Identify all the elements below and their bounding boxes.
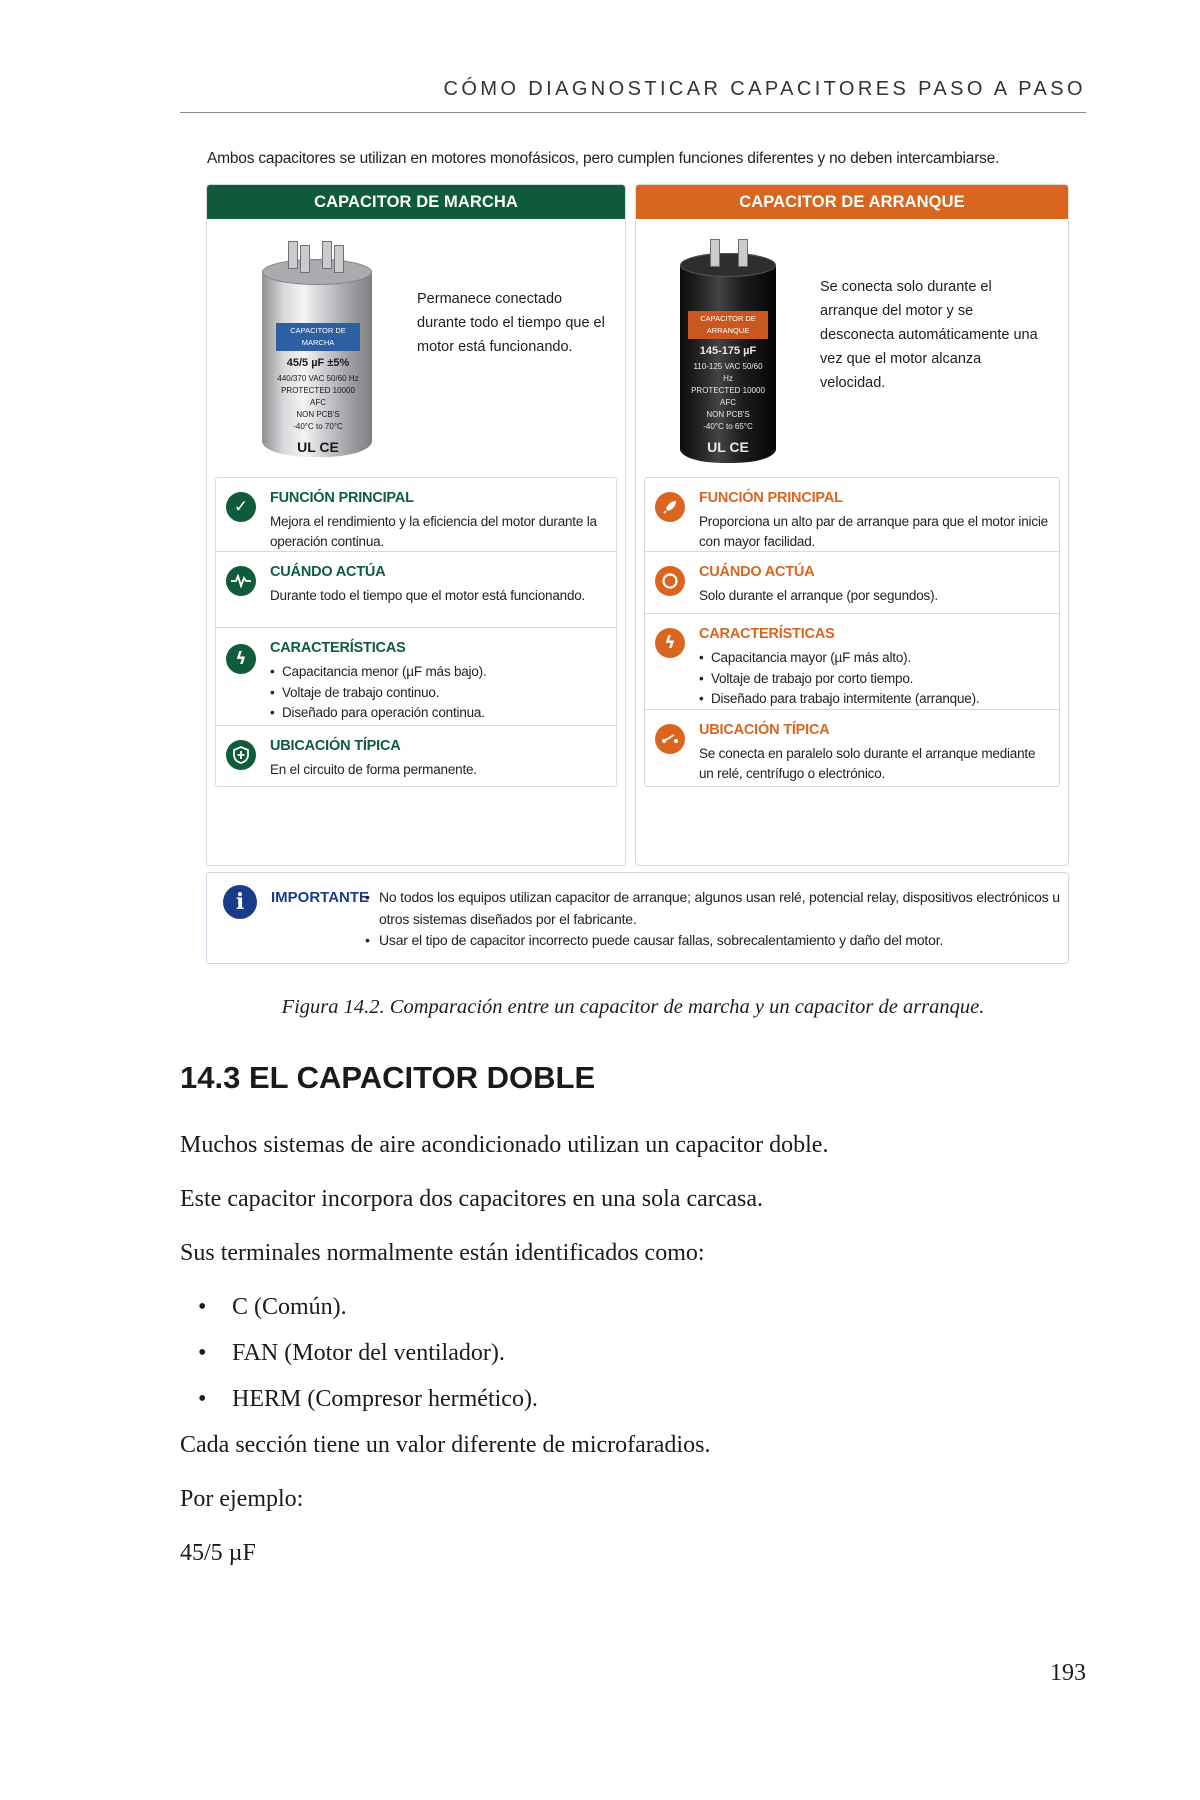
start-photo-text: Se conecta solo durante el arranque del motor y se desconecta automáticamente una vez que el motor alcanza velocidad. (820, 279, 1038, 391)
switch-icon (655, 724, 685, 754)
start-features-list (699, 648, 1051, 710)
running-header: CÓMO DIAGNOSTICAR CAPACITORES PASO A PASO (443, 78, 1086, 100)
list-item: • Diseñado para trabajo intermitente (arranque). (699, 689, 1051, 710)
important-list (365, 887, 1060, 952)
rocket-icon (655, 492, 685, 522)
paragraph: Cada sección tiene un valor diferente de microfaradios. (180, 1432, 711, 1458)
start-capacitor-photo (636, 219, 1068, 469)
terminal (334, 245, 344, 273)
list-item: • No todos los equipos utilizan capacitor de arranque; algunos usan relé, potencial relay, dispositivos electrónicos u otros sistemas diseñados por el fabricante. (365, 887, 1060, 930)
bolt-icon: ϟ (226, 644, 256, 674)
terminal (288, 241, 298, 269)
run-row-function: ✓ FUNCIÓN PRINCIPAL Mejora el rendimiento y la eficiencia del motor durante la operación continua. (216, 478, 616, 552)
important-note (206, 872, 1069, 964)
info-icon: i (223, 885, 257, 919)
shield-icon (226, 740, 256, 770)
figure-intro: Ambos capacitores se utilizan en motores monofásicos, pero cumplen funciones diferentes y no deben intercambiarse. (207, 150, 1000, 167)
run-capacitor-image (262, 259, 372, 457)
start-panel-title: CAPACITOR DE ARRANQUE (636, 185, 1068, 219)
list-item: • Voltaje de trabajo por corto tiempo. (699, 669, 1051, 690)
start-info-rows (644, 477, 1060, 787)
paragraph: Este capacitor incorpora dos capacitores en una sola carcasa. (180, 1186, 764, 1212)
list-item: • HERM (Compresor hermético). (198, 1386, 538, 1412)
header-rule (180, 112, 1086, 113)
list-item: • Capacitancia mayor (µF más alto). (699, 648, 1051, 669)
list-item: • Diseñado para operación continua. (270, 703, 608, 724)
start-row-features: ϟ CARACTERÍSTICAS • Capacitancia mayor (µF más alto). • Voltaje de trabajo por corto tiempo. • Diseñado para trabajo intermitente (arranque). (645, 614, 1059, 710)
terminal (710, 239, 720, 267)
timer-icon (655, 566, 685, 596)
paragraph: Sus terminales normalmente están identificados como: (180, 1240, 705, 1266)
start-capacitor-panel (635, 184, 1069, 866)
run-features-list (270, 662, 608, 724)
bolt-icon: ϟ (655, 628, 685, 658)
start-row-location: UBICACIÓN TÍPICA Se conecta en paralelo solo durante el arranque mediante un relé, centrífugo o electrónico. (645, 710, 1059, 786)
list-item: • C (Común). (198, 1294, 347, 1320)
list-item: • Capacitancia menor (µF más bajo). (270, 662, 608, 683)
start-row-when: CUÁNDO ACTÚA Solo durante el arranque (por segundos). (645, 552, 1059, 614)
terminal (300, 245, 310, 273)
terminal (322, 241, 332, 269)
start-can-label: CAPACITOR DE ARRANQUE 145-175 µF 110-125 VAC 50/60 Hz PROTECTED 10000 AFC NON PCB'S -40°C to 65°C UL CE (688, 311, 768, 439)
comparison-figure (200, 142, 1072, 976)
list-item: • FAN (Motor del ventilador). (198, 1340, 505, 1366)
paragraph: 45/5 µF (180, 1540, 256, 1566)
section-heading: 14.3 EL CAPACITOR DOBLE (180, 1060, 596, 1095)
run-info-rows (215, 477, 617, 787)
run-photo-text: Permanece conectado durante todo el tiempo que el motor está funcionando. (417, 291, 605, 355)
terminal (738, 239, 748, 267)
list-item: • Usar el tipo de capacitor incorrecto puede causar fallas, sobrecalentamiento y daño del motor. (365, 930, 1060, 952)
page-number: 193 (1050, 1660, 1086, 1686)
list-item: • Voltaje de trabajo continuo. (270, 683, 608, 704)
check-icon: ✓ (226, 492, 256, 522)
start-capacitor-image (680, 253, 776, 463)
run-can-label: CAPACITOR DE MARCHA 45/5 µF ±5% 440/370 VAC 50/60 Hz PROTECTED 10000 AFC NON PCB'S -40°C to 70°C UL CE (276, 323, 360, 451)
run-row-features: ϟ CARACTERÍSTICAS • Capacitancia menor (µF más bajo). • Voltaje de trabajo continuo. • Diseñado para operación continua. (216, 628, 616, 726)
figure-caption: Figura 14.2. Comparación entre un capacitor de marcha y un capacitor de arranque. (281, 996, 985, 1018)
paragraph: Muchos sistemas de aire acondicionado utilizan un capacitor doble. (180, 1132, 829, 1158)
run-row-location: UBICACIÓN TÍPICA En el circuito de forma permanente. (216, 726, 616, 786)
run-panel-title: CAPACITOR DE MARCHA (207, 185, 625, 219)
paragraph: Por ejemplo: (180, 1486, 304, 1512)
important-label: IMPORTANTE (271, 889, 370, 906)
pulse-icon (226, 566, 256, 596)
run-row-when: CUÁNDO ACTÚA Durante todo el tiempo que el motor está funcionando. (216, 552, 616, 628)
run-capacitor-panel (206, 184, 626, 866)
start-row-function: FUNCIÓN PRINCIPAL Proporciona un alto par de arranque para que el motor inicie con mayor facilidad. (645, 478, 1059, 552)
run-capacitor-photo (207, 219, 625, 469)
